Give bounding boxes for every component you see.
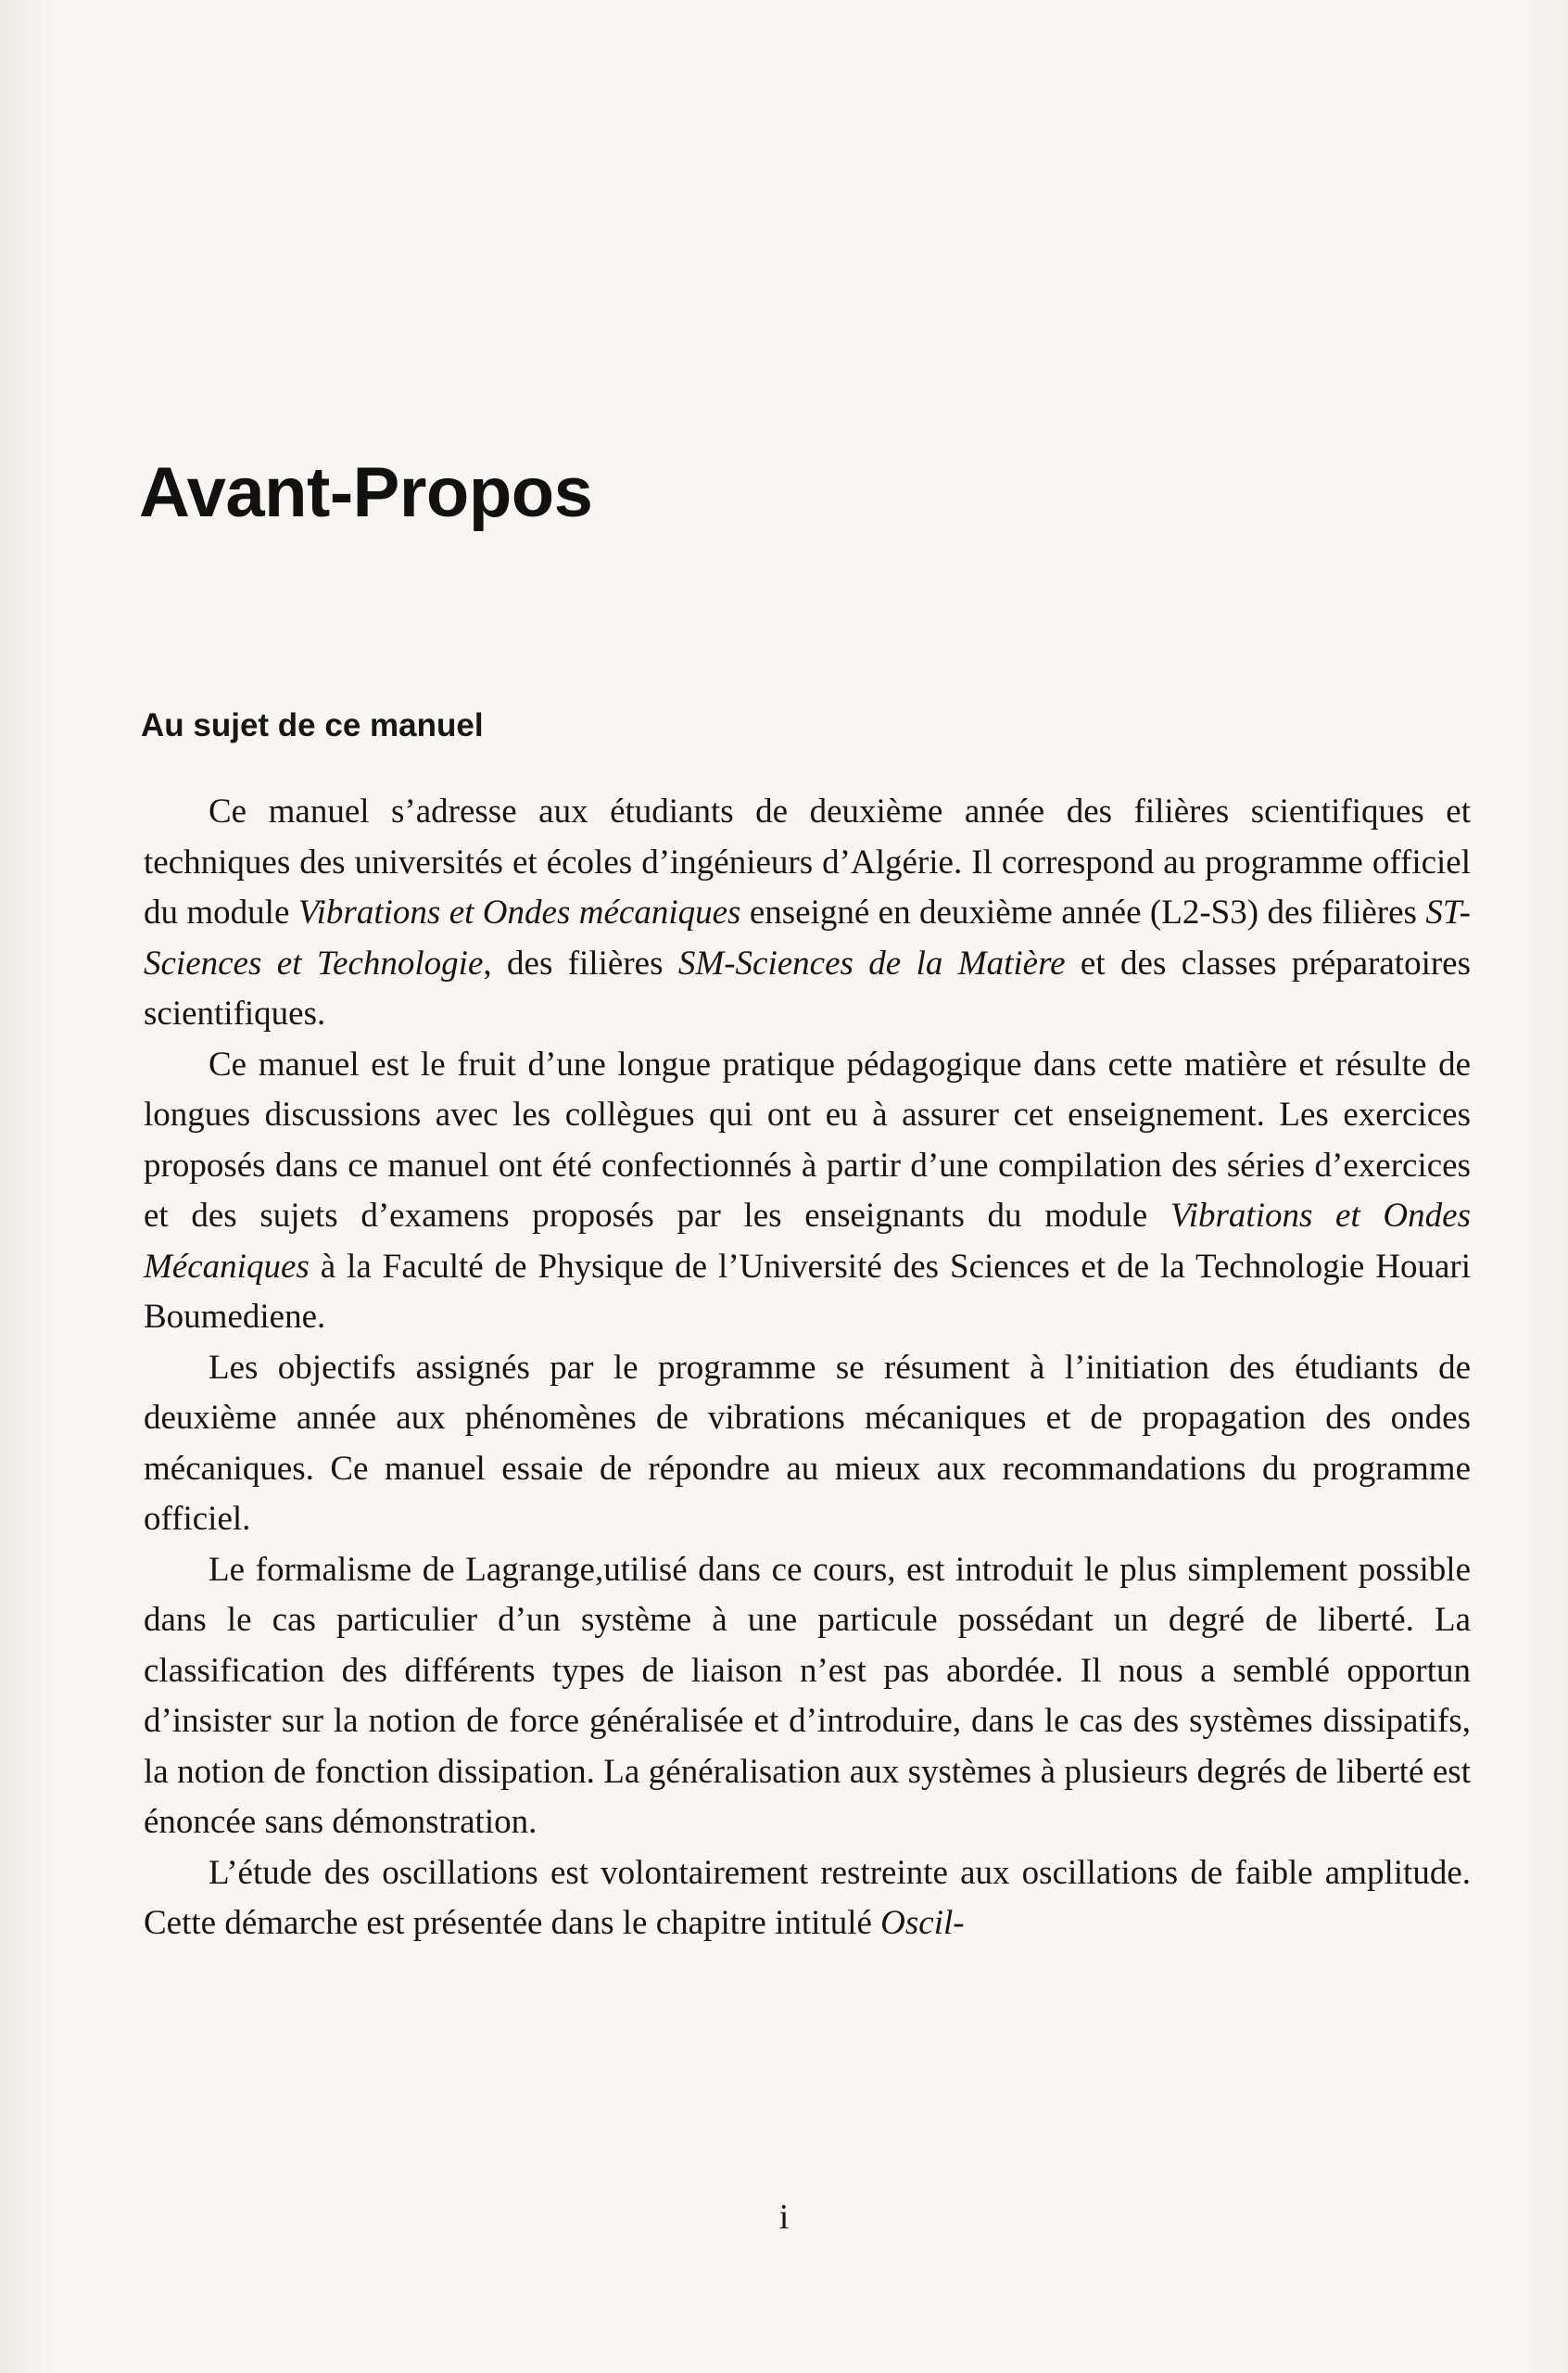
italic-text-run: Vibrations et Ondes Mécaniques xyxy=(144,1197,1471,1286)
paragraph xyxy=(144,1343,1471,1545)
italic-text-run: Vibrations et Ondes mécaniques xyxy=(297,894,741,932)
italic-text-run: Oscil- xyxy=(880,1904,965,1942)
paragraph xyxy=(144,1545,1471,1848)
text-run: enseigné en deuxième année (L2-S3) des filières xyxy=(740,894,1426,932)
section-heading: Au sujet de ce manuel xyxy=(141,707,484,743)
text-run: Les objectifs assignés par le programme se résument à l’initiation des étudiants de deuxième année aux phénomènes de vibrations mécaniques et de propagation des ondes mécaniques. Ce manuel essaie de répondre au mieux aux recommandations du programme officiel. xyxy=(144,1348,1471,1538)
paragraph xyxy=(144,787,1471,1040)
text-run: Le formalisme de Lagrange,utilisé dans ce cours, est introduit le plus simplement possible dans le cas particulier d’un système à une particule possédant un degré de liberté. La classification des différents types de liaison n’est pas abordée. Il nous a semblé opportun d’insister sur la notion de force généralisée et d’introduire, dans le cas des systèmes dissipatifs, la notion de fonction dissipation. La généralisation aux systèmes à plusieurs degrés de liberté est énoncée sans démonstration. xyxy=(144,1550,1471,1841)
italic-text-run: SM-Sciences de la Matière xyxy=(677,944,1066,983)
text-run: L’étude des oscillations est volontairement restreinte aux oscillations de faible amplitude. Cette démarche est présentée dans le chapitre intitulé xyxy=(144,1853,1471,1942)
paragraph xyxy=(144,1848,1471,1949)
text-run: Ce manuel s’adresse aux étudiants de deuxième année des filières scientifiques et techniques des universités et écoles d’ingénieurs d’Algérie. Il correspond au programme officiel du module xyxy=(144,793,1471,932)
body-text xyxy=(144,787,1471,1949)
page-number: i xyxy=(778,2198,790,2237)
text-run: , des filières xyxy=(483,944,678,983)
paragraph xyxy=(144,1040,1471,1343)
text-run: et des classes préparatoires scientifiques. xyxy=(144,944,1471,1033)
italic-text-run: ST-Sciences et Technologie xyxy=(144,894,1471,983)
text-run: Ce manuel est le fruit d’une longue pratique pédagogique dans cette matière et résulte de longues discussions avec les collègues qui ont eu à assurer cet enseignement. Les exercices proposés dans ce manuel ont été confectionnés à partir d’une compilation des séries d’exercices et des sujets d’examens proposés par les enseignants du module xyxy=(144,1045,1471,1235)
text-run: à la Faculté de Physique de l’Université des Sciences et de la Technologie Houari Boumediene. xyxy=(144,1247,1471,1336)
page-title: Avant-Propos xyxy=(139,453,593,532)
